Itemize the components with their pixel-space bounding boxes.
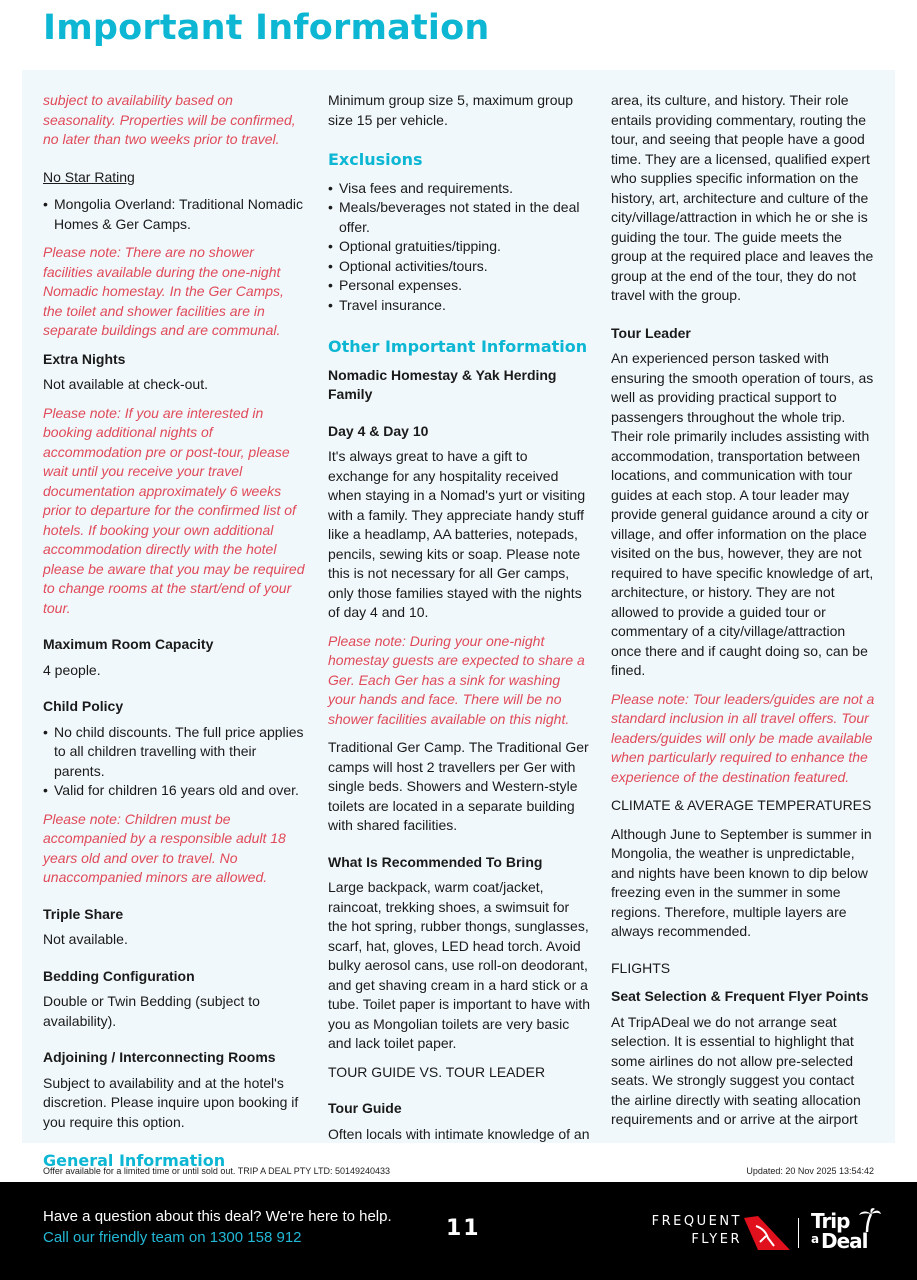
homestay-heading: Nomadic Homestay & Yak Herding Family (328, 366, 557, 402)
list-item: • Travel insurance. (328, 296, 590, 316)
list-item: • Meals/beverages not stated in the deal offer. (328, 198, 590, 237)
tad-logo-trip: Trip (811, 1209, 850, 1233)
child-policy-list (43, 723, 305, 801)
guide-vs-leader-heading: TOUR GUIDE VS. TOUR LEADER (328, 1063, 546, 1080)
seat-heading: Seat Selection & Frequent Flyer Points (611, 988, 869, 1004)
list-item: • No child discounts. The full price applies to all children travelling with their parents. (43, 723, 305, 782)
list-item: • Optional gratuities/tipping. (328, 237, 590, 257)
bedding-heading: Bedding Configuration (43, 967, 195, 984)
list-item: • Visa fees and requirements. (328, 179, 590, 199)
seasonality-note: subject to availability based on seasonality. Properties will be confirmed, no later than two weeks prior to travel. (43, 92, 296, 147)
day-text: It's always great to have a gift to exchange for any hospitality received when staying in a Nomad's yurt or visiting with a family. They appreciate handy stuff like a headlamp, AA batteries, notepads, pencils, sewing kits or soap. Please note this is not necessary for all Ger camps, only those families stayed with the nights of day 4 and 10. (328, 448, 586, 620)
day-heading: Day 4 & Day 10 (328, 422, 429, 439)
palm-tree-icon (857, 1208, 881, 1232)
seat-text: At TripADeal we do not arrange seat selection. It is essential to highlight that some airlines do not allow pre-selected seats. We strongly suggest you contact the airline directly with seating allocation requirements and or arrive at the airport (611, 1013, 861, 1127)
extra-nights-heading: Extra Nights (43, 350, 126, 367)
frequent-flyer-logo (651, 1214, 790, 1254)
tour-guide-text: Often locals with intimate knowledge of an (328, 1125, 590, 1142)
updated-timestamp: Updated: 20 Nov 2025 13:54:42 (746, 1166, 874, 1176)
ger-camp-text: Traditional Ger Camp. The Traditional Ger camps will host 2 travellers per Ger with single beds. Showers and Western-style toilets are located in a separate building with shared facilities. (328, 739, 589, 833)
group-size-text: Minimum group size 5, maximum group size 15 per vehicle. (328, 92, 574, 128)
other-info-heading: Other Important Information (328, 337, 588, 356)
ff-logo-line1: FREQUENT (651, 1214, 742, 1229)
page-number: 11 (446, 1216, 481, 1241)
offer-note: Offer available for a limited time or until sold out. TRIP A DEAL PTY LTD: 50149240433 (43, 1166, 391, 1176)
triple-share-text: Not available. (43, 931, 128, 947)
column-3 (611, 91, 875, 1139)
bring-text: Large backpack, warm coat/jacket, raincoat, trekking shoes, a swimsuit for the hot spring, rubber thongs, sunglasses, scarf, hat, gloves, LED head torch. Avoid bulky aerosol cans, use roll-on deodorant, and get shaving cream in a hard stick or a tube. Toilet paper is important to have with you as Mongolian toilets are very basic and lack toilet paper. (328, 879, 591, 1051)
star-rating-heading: No Star Rating (43, 168, 135, 185)
bedding-text: Double or Twin Bedding (subject to availability). (43, 993, 260, 1029)
content-panel (22, 70, 895, 1170)
call-link[interactable]: Call our friendly team on 1300 158 912 (43, 1229, 302, 1246)
list-item: • Mongolia Overland: Traditional Nomadic Homes & Ger Camps. (43, 195, 305, 234)
footer-bar (0, 1182, 917, 1280)
extra-nights-text: Not available at check-out. (43, 376, 208, 392)
bring-heading: What Is Recommended To Bring (328, 853, 543, 870)
tour-leader-note: Please note: Tour leaders/guides are not a standard inclusion in all travel offers. Tour leaders/guides will only be made available when particularly required to enhance the experience of the destination featured. (611, 690, 875, 785)
climate-text: Although June to September is summer in Mongolia, the weather is unpredictable, and nights have been known to dip below freezing even in the summer in some regions. Therefore, multiple layers are always recommended. (611, 825, 872, 939)
flights-heading: FLIGHTS (611, 959, 671, 976)
list-item: • Personal expenses. (328, 276, 590, 296)
shower-note: Please note: There are no shower facilities available during the one-night Nomadic homestay. In the Ger Camps, the toilet and shower facilities are in separate buildings and are communal. (43, 244, 284, 338)
star-rating-list (43, 195, 305, 234)
tad-logo-a: a (811, 1232, 820, 1246)
child-policy-note: Please note: Children must be accompanied by a responsible adult 18 years old and over to travel. No unaccompanied minors are allowed. (43, 810, 286, 885)
tour-leader-text: An experienced person tasked with ensuring the smooth operation of tours, as well as providing practical support to passengers throughout the whole trip. Their role primarily includes assisting with accommodation, transportation between locations, and communication with tour guides at each stop. A tour leader may provide general guidance around a city or village, and offer information on the place visited on the bus, however, they are not required to have specific knowledge of art, architecture, or history. They are not allowed to provide a guided tour or commentary of a city/village/attraction once there and if caught doing so, can be fined. (611, 350, 874, 678)
tour-leader-heading: Tour Leader (611, 324, 691, 341)
list-item: • Optional activities/tours. (328, 257, 590, 277)
homestay-note: Please note: During your one-night homestay guests are expected to share a Ger. Each Ger has a sink for washing your hands and face. There will be no shower facilities available on this night. (328, 632, 585, 727)
page-title: Important Information (43, 8, 490, 48)
adjoining-text: Subject to availability and at the hotel's discretion. Please inquire upon booking if you require this option. (43, 1074, 299, 1130)
column-1 (43, 91, 305, 1180)
tour-guide-heading: Tour Guide (328, 1100, 402, 1116)
child-policy-heading: Child Policy (43, 698, 124, 714)
adjoining-heading: Adjoining / Interconnecting Rooms (43, 1049, 276, 1065)
extra-nights-note: Please note: If you are interested in booking additional nights of accommodation pre or post-tour, please wait until you receive your travel documentation approximately 6 weeks prior to departure for the confirmed list of hotels. If booking your own additional accommodation directly with the hotel please be aware that you may be required to change rooms at the start/end of your tour. (43, 404, 305, 616)
tripadeal-logo (811, 1210, 883, 1258)
room-capacity-heading: Maximum Room Capacity (43, 636, 214, 652)
tad-logo-deal: Deal (821, 1229, 868, 1253)
kangaroo-tail-icon (744, 1216, 790, 1250)
footer-question: Have a question about this deal? We're here to help. (43, 1208, 392, 1225)
triple-share-heading: Triple Share (43, 905, 124, 922)
tour-guide-text-cont: area, its culture, and history. Their role entails providing commentary, routing the tour, and seeing that people have a good time. They are a licensed, qualified expert who supplies specific information on the history, art, architecture and culture of the city/village/attraction in which he or she is guiding the tour. The guide meets the group at the required place and leaves the group at the end of the tour, they do not travel with the group. (611, 92, 874, 303)
logo-divider (798, 1218, 799, 1248)
ff-logo-line2: FLYER (691, 1232, 742, 1247)
exclusions-heading: Exclusions (328, 150, 423, 169)
room-capacity-text: 4 people. (43, 661, 101, 678)
climate-heading: CLIMATE & AVERAGE TEMPERATURES (611, 797, 872, 813)
list-item: • Valid for children 16 years old and over. (43, 781, 305, 801)
general-info-heading: General Information (43, 1151, 226, 1170)
exclusions-list (328, 179, 590, 316)
column-2 (328, 91, 590, 1153)
